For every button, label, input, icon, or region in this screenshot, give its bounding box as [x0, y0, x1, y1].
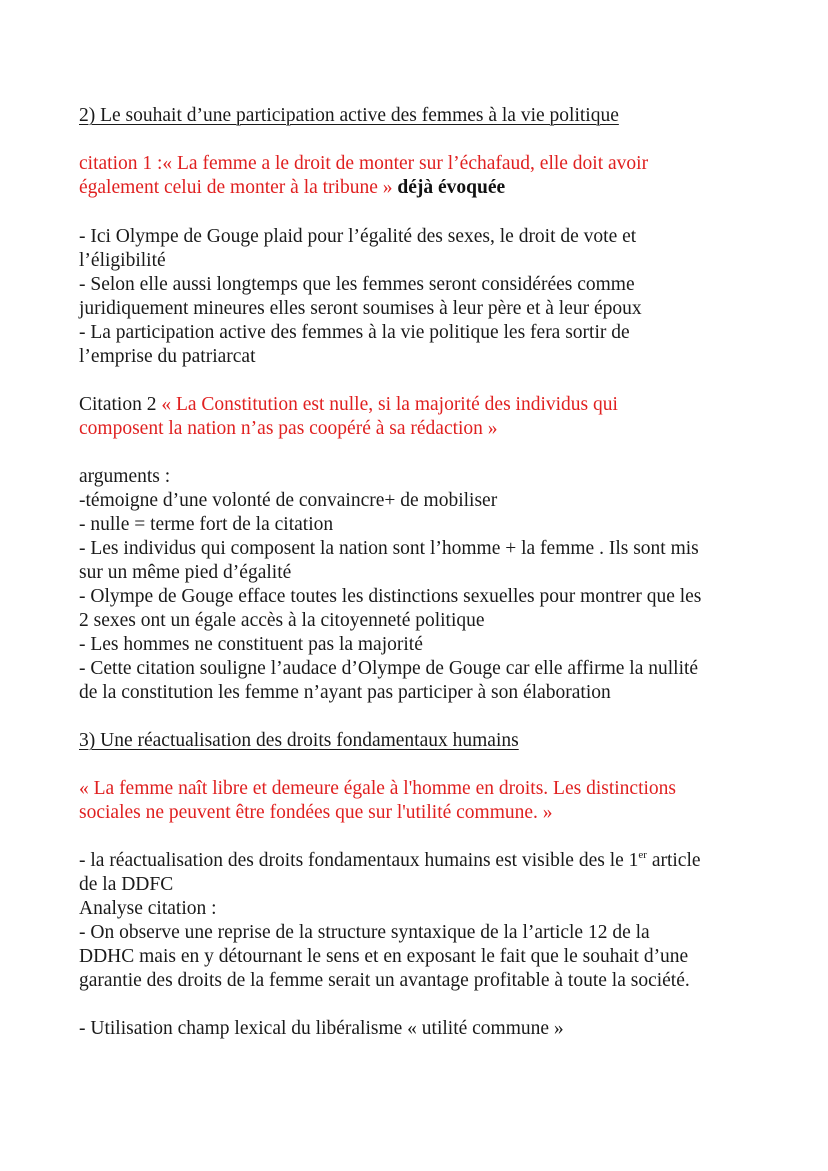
argument-line: 2 sexes ont un égale accès à la citoyenneté politique	[79, 610, 485, 631]
bullet-line: l’éligibilité	[79, 250, 166, 271]
quote-2-line-2: composent la nation n’as pas coopéré à sa rédaction »	[79, 418, 498, 439]
bullet-line: l’emprise du patriarcat	[79, 346, 256, 367]
section-2-heading-block	[79, 104, 769, 128]
argument-line: - nulle = terme fort de la citation	[79, 514, 334, 535]
argument-line: - Les hommes ne constituent pas la majorité	[79, 634, 423, 655]
quote-2-line-1: « La Constitution est nulle, si la majorité des individus qui	[161, 394, 618, 415]
argument-line: - Olympe de Gouge efface toutes les distinctions sexuelles pour montrer que les	[79, 586, 702, 607]
quote-1-note: déjà évoquée	[397, 177, 506, 198]
quote-3-line-1: « La femme naît libre et demeure égale à l'homme en droits. Les distinctions	[79, 778, 676, 799]
quote-1-bullets	[79, 225, 769, 369]
bullet-line: juridiquement mineures elles seront soumises à leur père et à leur époux	[79, 298, 642, 319]
paragraph-1-text: - la réactualisation des droits fondamentaux humains est visible des le 1	[79, 850, 639, 871]
analysis-line: - On observe une reprise de la structure syntaxique de la l’article 12 de la	[79, 922, 650, 943]
argument-line: arguments :	[79, 466, 171, 487]
analysis-line: Analyse citation :	[79, 898, 217, 919]
section-3-heading-block	[79, 729, 769, 753]
arguments-list	[79, 465, 769, 705]
analysis-line: DDHC mais en y détournant le sens et en exposant le fait que le souhait d’une	[79, 946, 689, 967]
argument-line: - Les individus qui composent la nation sont l’homme + la femme . Ils sont mis	[79, 538, 699, 559]
argument-line: -témoigne d’une volonté de convaincre+ de mobiliser	[79, 490, 498, 511]
bullet-line: - Selon elle aussi longtemps que les femmes seront considérées comme	[79, 274, 635, 295]
quote-3-line-2: sociales ne peuvent être fondées que sur l'utilité commune. »	[79, 802, 553, 823]
paragraph-1-line-2: de la DDFC	[79, 874, 174, 895]
quote-1-line-1: citation 1 :« La femme a le droit de monter sur l’échafaud, elle doit avoir	[79, 153, 649, 174]
bullet-line: - Ici Olympe de Gouge plaid pour l’égalité des sexes, le droit de vote et	[79, 226, 637, 247]
section-3-heading: 3) Une réactualisation des droits fondamentaux humains	[79, 730, 519, 751]
quote-2	[79, 393, 769, 441]
analysis-line: garantie des droits de la femme serait un avantage profitable à toute la société.	[79, 970, 690, 991]
quote-2-label: Citation 2	[79, 394, 157, 415]
final-point	[79, 1017, 769, 1041]
quote-3	[79, 777, 769, 825]
bullet-line: - La participation active des femmes à la vie politique les fera sortir de	[79, 322, 630, 343]
section-3-body	[79, 849, 769, 993]
paragraph-1-end: article	[646, 850, 701, 871]
argument-line: - Cette citation souligne l’audace d’Olympe de Gouge car elle affirme la nullité	[79, 658, 699, 679]
ordinal-superscript: er	[638, 849, 647, 861]
quote-1-line-2: également celui de monter à la tribune »	[79, 177, 393, 198]
section-2-heading: 2) Le souhait d’une participation active des femmes à la vie politique	[79, 105, 619, 126]
argument-line: de la constitution les femme n’ayant pas participer à son élaboration	[79, 682, 611, 703]
quote-1	[79, 152, 769, 200]
argument-line: sur un même pied d’égalité	[79, 562, 292, 583]
final-point-line: - Utilisation champ lexical du libéralisme « utilité commune »	[79, 1018, 564, 1039]
